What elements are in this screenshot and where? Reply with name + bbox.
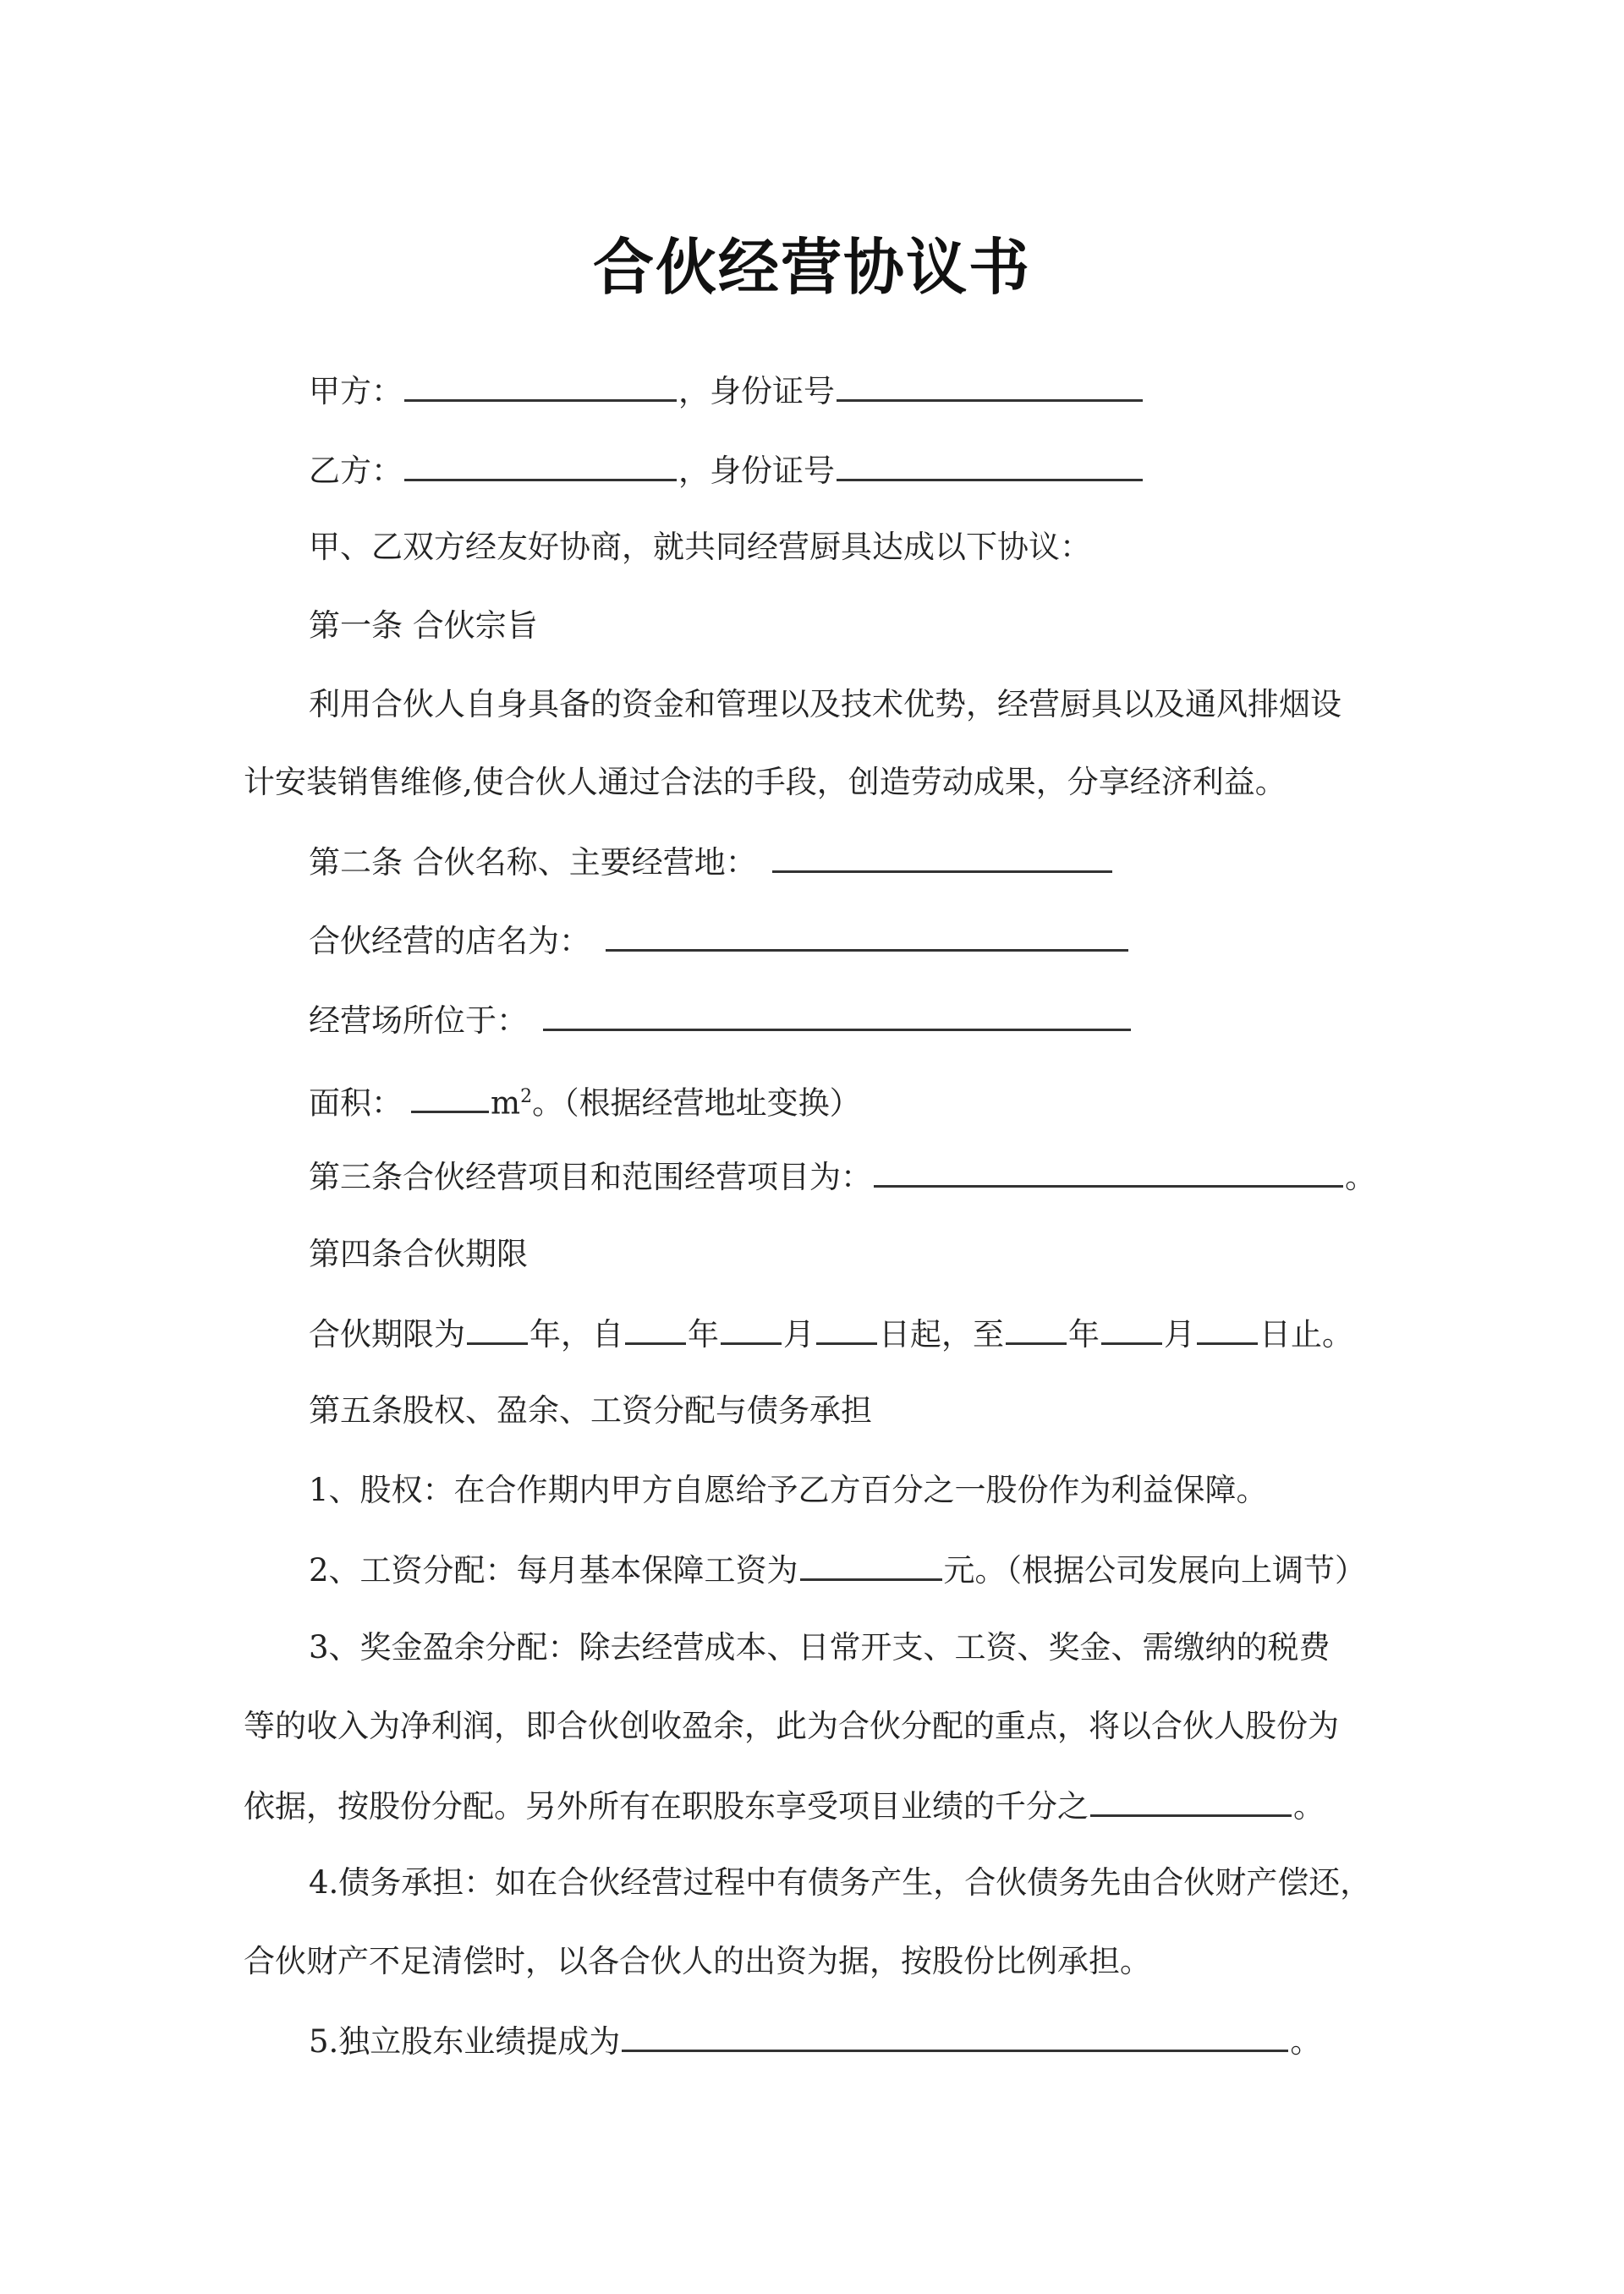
business-scope-field[interactable] <box>874 1155 1343 1188</box>
item-2-text-end: 元。（根据公司发展向上调节） <box>943 1552 1367 1589</box>
performance-per-mille-field[interactable] <box>1090 1784 1292 1817</box>
term-text: 月 <box>1164 1316 1195 1353</box>
party-b-line <box>309 448 1144 492</box>
article-5-item-1: 1、股权：在合作期内甲方自愿给予乙方百分之一股份作为利益保障。 <box>309 1472 1268 1508</box>
party-a-line <box>309 369 1144 413</box>
party-b-name-field[interactable] <box>404 448 677 481</box>
term-line <box>309 1312 1353 1356</box>
area-line <box>309 1076 861 1124</box>
shop-name-line <box>309 919 1130 963</box>
party-a-label: 甲方： <box>309 373 403 409</box>
area-label: 面积： <box>309 1084 403 1122</box>
article-4-heading: 第四条合伙期限 <box>309 1236 528 1272</box>
term-text: 年 <box>1068 1316 1100 1353</box>
location-label: 经营场所位于： <box>309 1002 528 1039</box>
article-5-item-3-line-2: 等的收入为净利润，即合伙创收盈余，此为合伙分配的重点，将以合伙人股份为 <box>244 1708 1339 1744</box>
article-5-item-3-line-1: 3、奖金盈余分配：除去经营成本、日常开支、工资、奖金、需缴纳的税费 <box>309 1629 1330 1666</box>
term-text: 年，自 <box>529 1316 623 1353</box>
item-3-end: 。 <box>1293 1788 1325 1825</box>
party-b-id-label: ，身份证号 <box>678 453 835 489</box>
party-a-id-label: ，身份证号 <box>678 373 835 409</box>
item-2-text: 2、工资分配：每月基本保障工资为 <box>309 1552 798 1589</box>
item-5-text: 5.独立股东业绩提成为 <box>309 2023 621 2060</box>
start-day-field[interactable] <box>816 1312 877 1345</box>
shareholder-commission-field[interactable] <box>622 2019 1288 2052</box>
start-month-field[interactable] <box>721 1312 782 1345</box>
intro-paragraph: 甲、乙双方经友好协商，就共同经营厨具达成以下协议： <box>309 529 1091 565</box>
party-a-name-field[interactable] <box>404 369 677 402</box>
area-unit: m <box>491 1084 521 1122</box>
area-field[interactable] <box>411 1080 489 1113</box>
area-note: 。（根据经营地址变换） <box>532 1084 861 1122</box>
article-3-heading: 第三条合伙经营项目和范围经营项目为： <box>309 1159 872 1195</box>
article-2-heading-line <box>309 840 1114 884</box>
party-b-id-field[interactable] <box>837 448 1143 481</box>
article-5-item-5 <box>309 2019 1321 2063</box>
article-3-end: 。 <box>1345 1159 1376 1195</box>
item-3-text: 依据，按股份分配。另外所有在职股东享受项目业绩的千分之 <box>244 1788 1089 1825</box>
main-location-field[interactable] <box>772 840 1112 873</box>
article-1-heading: 第一条 合伙宗旨 <box>309 607 538 644</box>
article-2-heading: 第二条 合伙名称、主要经营地： <box>309 844 757 881</box>
article-5-item-4-line-2: 合伙财产不足清偿时，以各合伙人的出资为据，按股份比例承担。 <box>244 1943 1151 1979</box>
term-text: 日起，至 <box>879 1316 1004 1353</box>
end-day-field[interactable] <box>1197 1312 1258 1345</box>
article-1-body-line-2: 计安装销售维修,使合伙人通过合法的手段，创造劳动成果，分享经济利益。 <box>244 764 1287 800</box>
article-5-item-4-line-1: 4.债务承担：如在合伙经营过程中有债务产生，合伙债务先由合伙财产偿还， <box>309 1864 1372 1901</box>
end-month-field[interactable] <box>1101 1312 1162 1345</box>
party-b-label: 乙方： <box>309 453 403 489</box>
article-5-item-3-line-3 <box>244 1784 1325 1828</box>
location-field[interactable] <box>543 998 1131 1031</box>
article-5-item-2 <box>309 1548 1366 1592</box>
item-5-end: 。 <box>1290 2023 1322 2060</box>
term-text: 月 <box>783 1316 815 1353</box>
area-unit-superscript: 2 <box>520 1086 533 1107</box>
term-text: 日止。 <box>1259 1316 1353 1353</box>
term-text: 合伙期限为 <box>309 1316 465 1353</box>
location-line <box>309 998 1133 1042</box>
document-title: 合伙经营协议书 <box>592 232 1031 303</box>
shop-name-field[interactable] <box>606 919 1128 952</box>
end-year-field[interactable] <box>1006 1312 1067 1345</box>
party-a-id-field[interactable] <box>837 369 1143 402</box>
shop-name-label: 合伙经营的店名为： <box>309 923 590 959</box>
article-5-heading: 第五条股权、盈余、工资分配与债务承担 <box>309 1392 872 1429</box>
article-1-body-line-1: 利用合伙人自身具备的资金和管理以及技术优势，经营厨具以及通风排烟设 <box>309 686 1341 722</box>
start-year-field[interactable] <box>625 1312 686 1345</box>
base-salary-field[interactable] <box>800 1548 942 1581</box>
term-text: 年 <box>688 1316 719 1353</box>
term-years-field[interactable] <box>467 1312 528 1345</box>
article-3-line <box>309 1155 1376 1199</box>
